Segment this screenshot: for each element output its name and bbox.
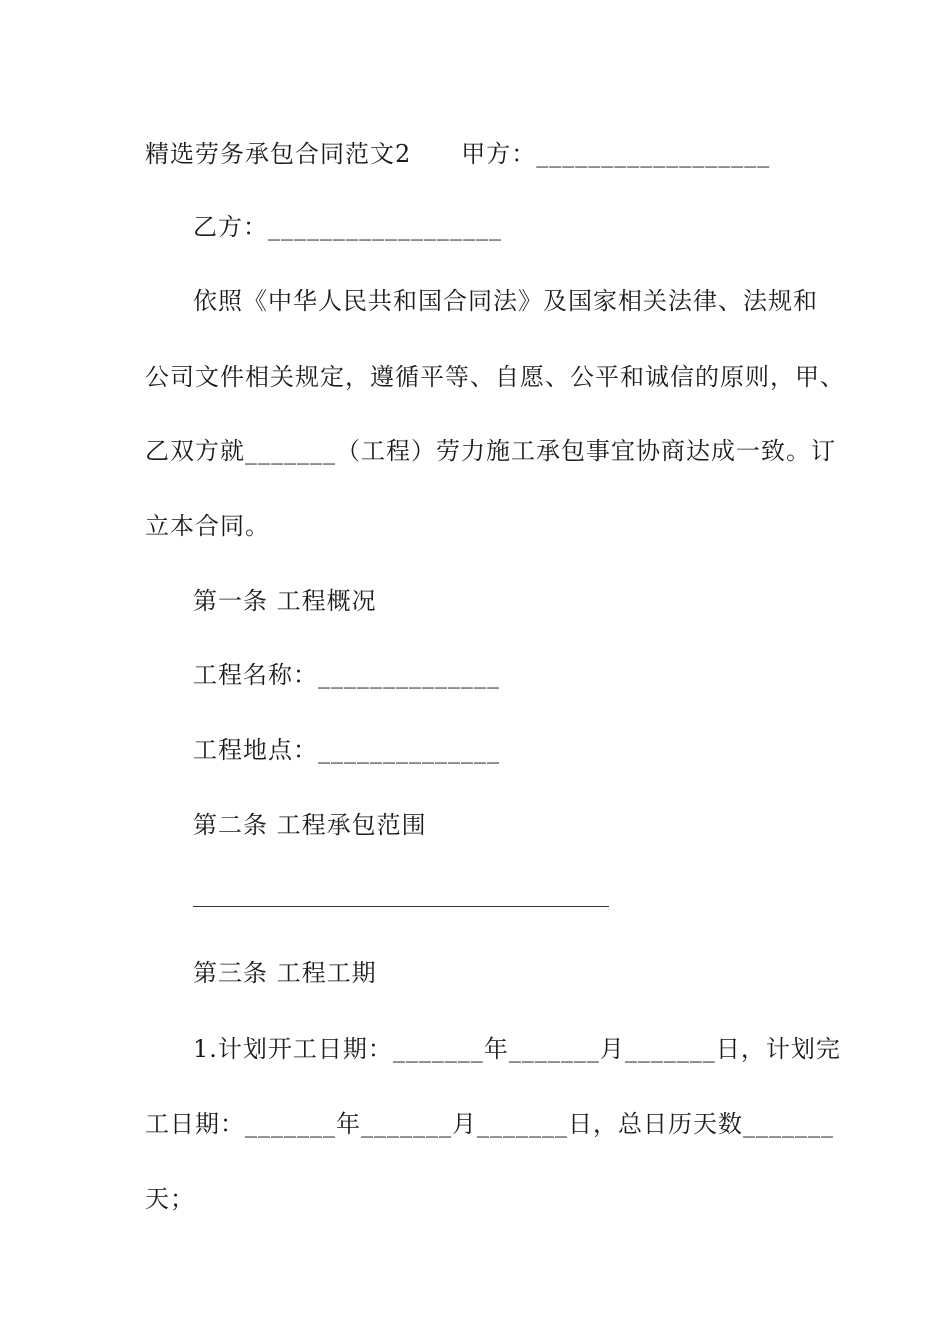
body-paragraph-line: 乙双方就_______（工程）劳力施工承包事宜协商达成一致。订 [145,437,836,465]
article-2-heading: 第二条 工程承包范围 [193,811,427,839]
doc-title-line: 精选劳务承包合同范文2 甲方：__________________ [145,140,771,168]
schedule-line: 工日期：_______年_______月_______日，总日历天数_______ [145,1110,834,1138]
schedule-line: 天； [145,1185,195,1213]
article-1-heading: 第一条 工程概况 [193,587,377,615]
body-paragraph-line: 立本合同。 [145,512,270,540]
article-3-heading: 第三条 工程工期 [193,959,377,987]
schedule-line: 1.计划开工日期：_______年_______月_______日，计划完 [193,1035,841,1063]
project-name-line: 工程名称：______________ [193,661,500,689]
scope-blank-underline [193,906,609,907]
body-paragraph-line: 公司文件相关规定，遵循平等、自愿、公平和诚信的原则，甲、 [145,363,845,391]
party-b-line: 乙方：__________________ [193,213,502,241]
project-location-line: 工程地点：______________ [193,736,500,764]
body-paragraph-line: 依照《中华人民共和国合同法》及国家相关法律、法规和 [193,287,818,315]
